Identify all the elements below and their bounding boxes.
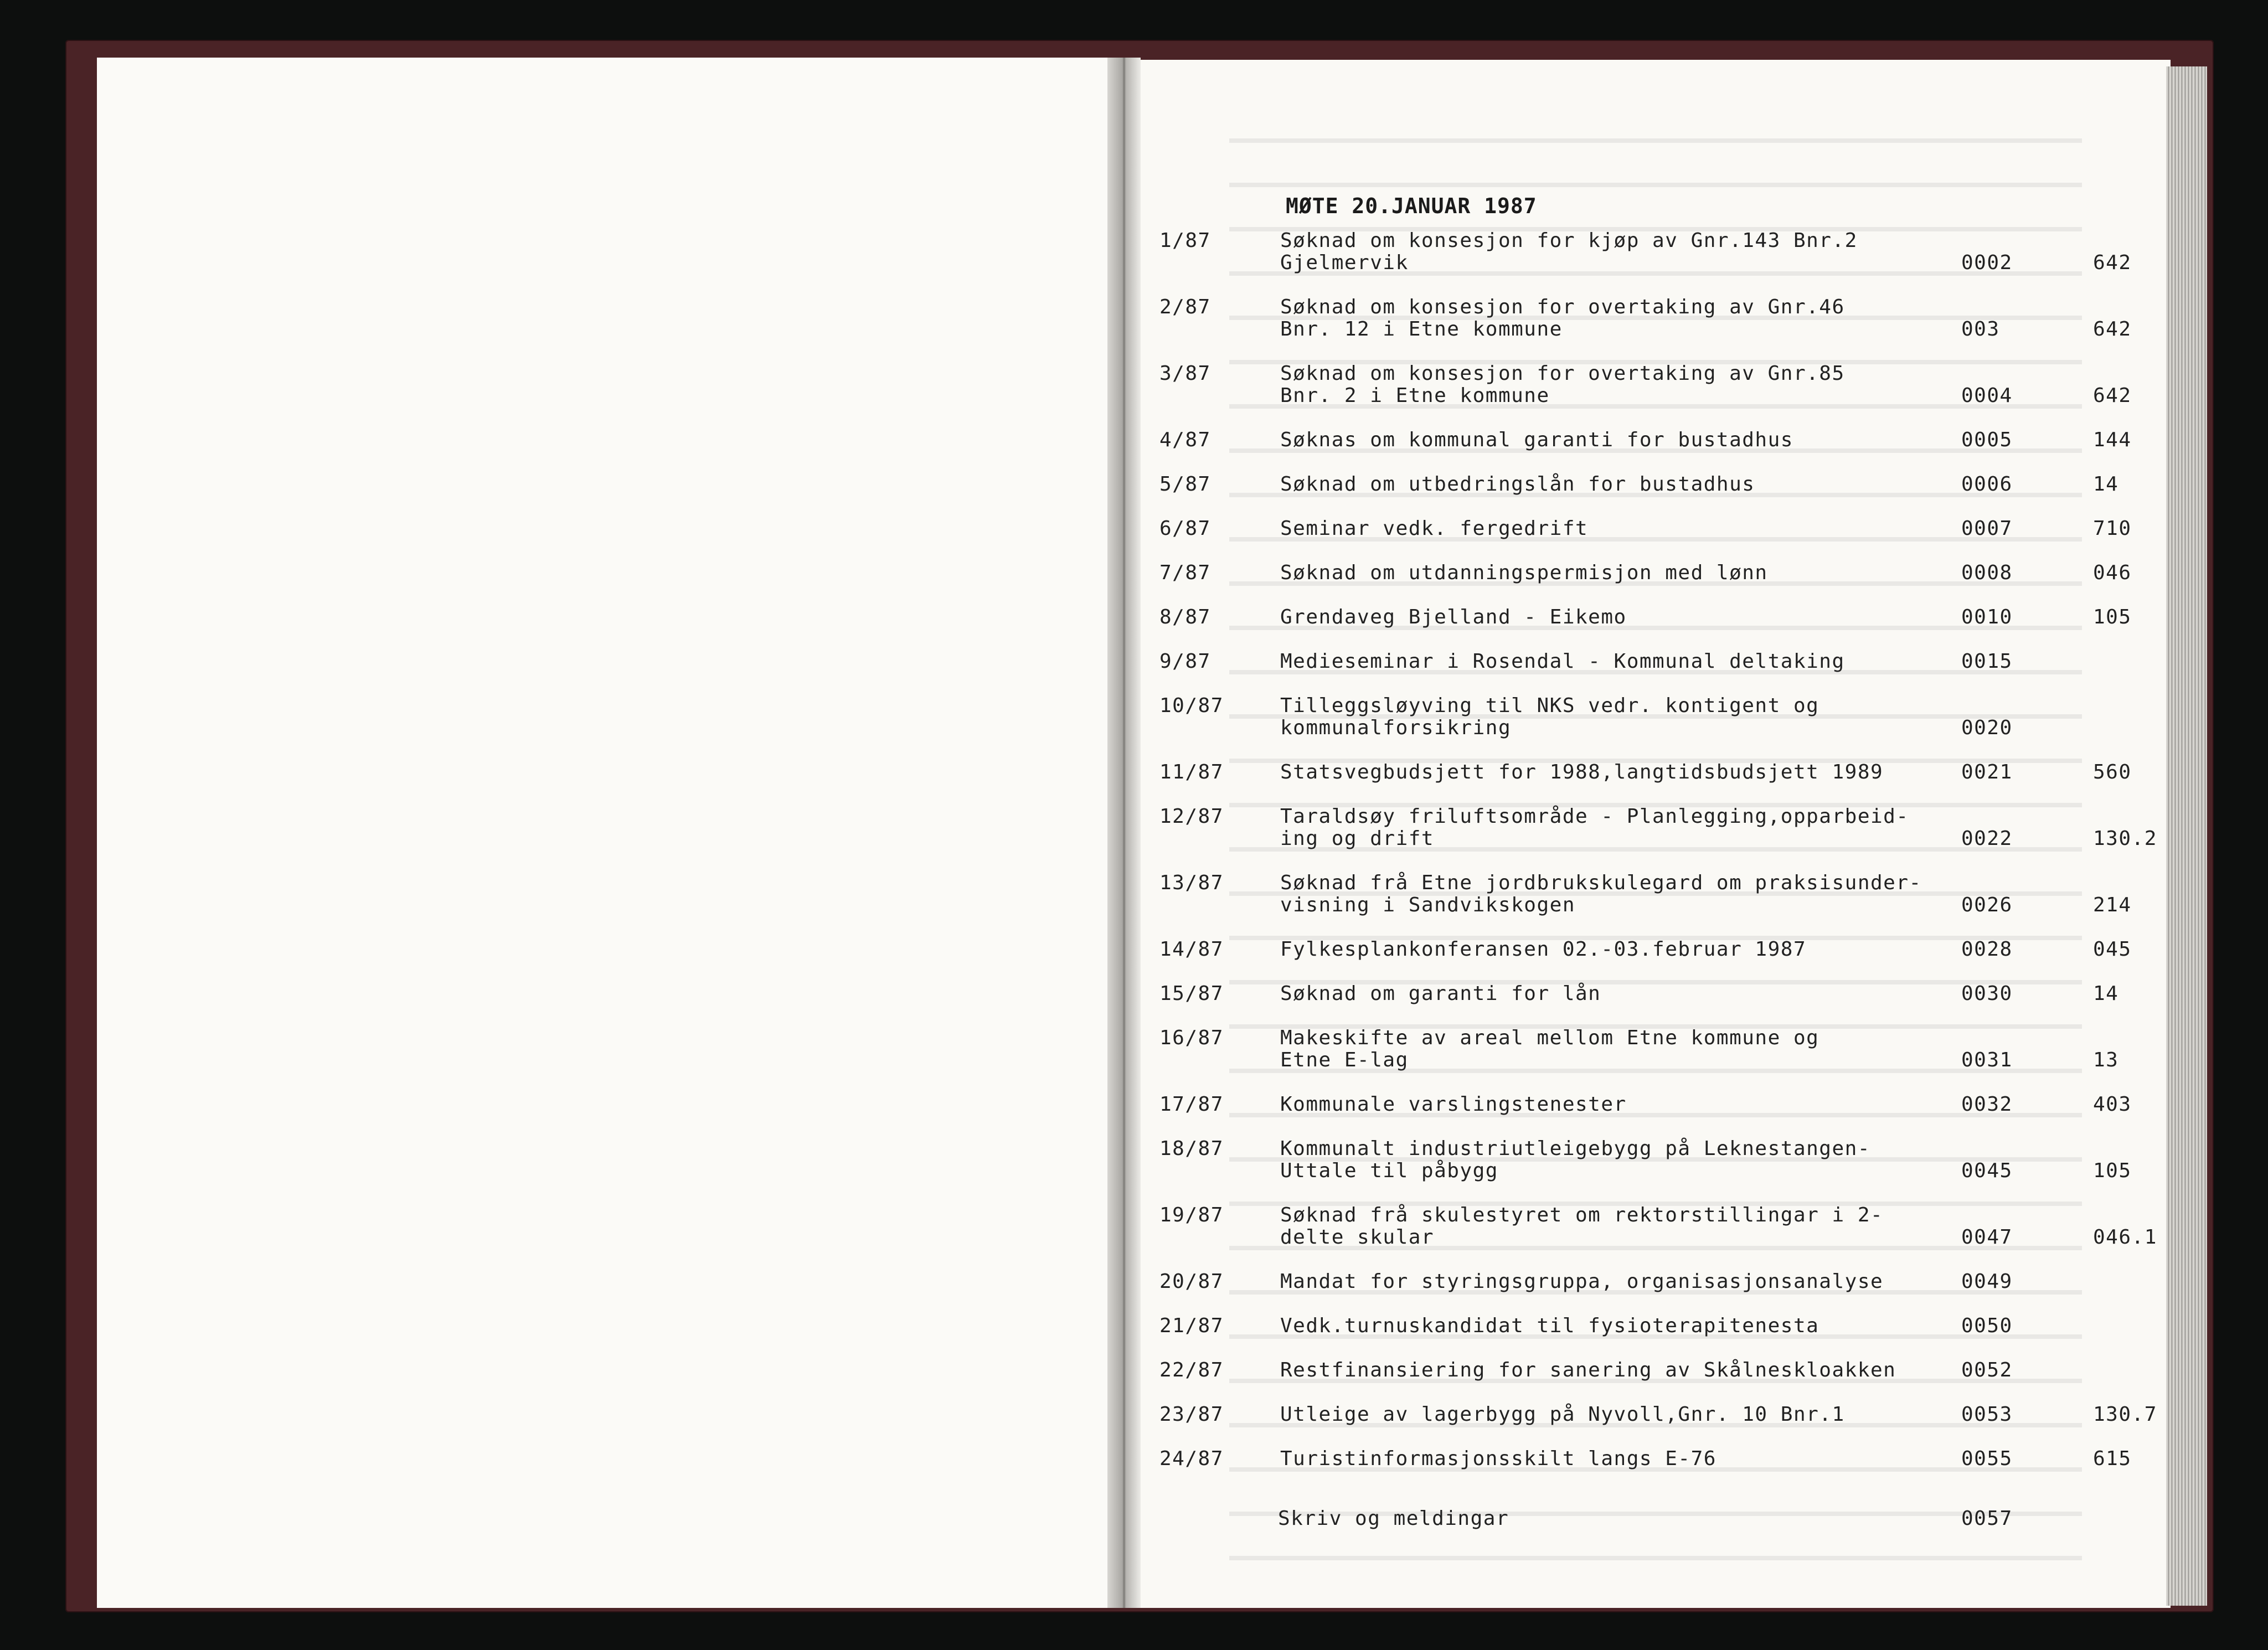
agenda-item	[0, 518, 2268, 562]
archive-ref: 642	[2093, 384, 2132, 407]
meeting-heading: MØTE 20.JANUAR 1987	[1286, 194, 1537, 218]
case-number: 6/87	[1159, 517, 1211, 540]
case-title-line: Kommunale varslingstenester	[1280, 1093, 1627, 1116]
archive-ref: 105	[2093, 606, 2132, 628]
archive-ref: 046.1	[2093, 1226, 2157, 1249]
case-title-line: Etne E-lag	[1280, 1049, 1409, 1071]
case-code: 0022	[1961, 827, 2013, 850]
case-title-line: Uttale til påbygg	[1280, 1159, 1498, 1182]
case-title-line: Grendaveg Bjelland - Eikemo	[1280, 606, 1627, 628]
agenda-item	[0, 1315, 2268, 1359]
case-code: 0031	[1961, 1049, 2013, 1071]
case-title-line: kommunalforsikring	[1280, 716, 1512, 739]
case-code: 0004	[1961, 384, 2013, 407]
archive-ref: 13	[2093, 1049, 2119, 1071]
case-number: 9/87	[1159, 650, 1211, 673]
agenda-item	[0, 1448, 2268, 1492]
case-code: 0021	[1961, 761, 2013, 783]
case-title-line: Taraldsøy friluftsområde - Planlegging,opparbeid-	[1280, 805, 1909, 828]
case-number: 16/87	[1159, 1027, 1224, 1049]
case-title-line: Søknad om utdanningspermisjon med lønn	[1280, 561, 1768, 584]
case-code: 0008	[1961, 561, 2013, 584]
case-title-line: Søknad om garanti for lån	[1280, 982, 1601, 1005]
case-code: 0002	[1961, 251, 2013, 274]
case-number: 22/87	[1159, 1359, 1224, 1381]
case-number: 4/87	[1159, 429, 1211, 451]
case-title-line: Søknad frå skulestyret om rektorstillingar i 2-	[1280, 1204, 1884, 1226]
agenda-item	[0, 872, 2268, 916]
agenda-item	[0, 473, 2268, 518]
agenda-item	[0, 983, 2268, 1027]
archive-ref: 105	[2093, 1159, 2132, 1182]
footer-code: 0057	[1961, 1507, 2013, 1530]
case-number: 20/87	[1159, 1270, 1224, 1293]
case-code: 0020	[1961, 716, 2013, 739]
agenda-item	[0, 651, 2268, 695]
case-title-line: Vedk.turnuskandidat til fysioterapitenesta	[1280, 1314, 1819, 1337]
case-title-line: Søknad frå Etne jordbrukskulegard om praksisunder-	[1280, 872, 1922, 894]
case-title-line: ing og drift	[1280, 827, 1435, 850]
case-title-line: Bnr. 2 i Etne kommune	[1280, 384, 1550, 407]
case-number: 19/87	[1159, 1204, 1224, 1226]
agenda-item	[0, 606, 2268, 651]
agenda-item	[0, 1138, 2268, 1182]
case-code: 0005	[1961, 429, 2013, 451]
archive-ref: 403	[2093, 1093, 2132, 1116]
case-title-line: Statsvegbudsjett for 1988,langtidsbudsjett 1989	[1280, 761, 1884, 783]
case-title-line: Søknad om konsesjon for kjøp av Gnr.143 Bnr.2	[1280, 229, 1858, 252]
case-title-line: Tilleggsløyving til NKS vedr. kontigent og	[1280, 694, 1819, 717]
case-title-line: Turistinformasjonsskilt langs E-76	[1280, 1447, 1717, 1470]
case-code: 0049	[1961, 1270, 2013, 1293]
case-title-line: Gjelmervik	[1280, 251, 1409, 274]
case-code: 0053	[1961, 1403, 2013, 1426]
case-code: 0032	[1961, 1093, 2013, 1116]
case-title-line: Makeskifte av areal mellom Etne kommune og	[1280, 1027, 1819, 1049]
agenda-item	[0, 806, 2268, 850]
archive-ref: 560	[2093, 761, 2132, 783]
case-code: 0052	[1961, 1359, 2013, 1381]
case-number: 23/87	[1159, 1403, 1224, 1426]
case-number: 18/87	[1159, 1137, 1224, 1160]
case-title-line: Søknad om utbedringslån for bustadhus	[1280, 473, 1755, 496]
case-number: 12/87	[1159, 805, 1224, 828]
case-code: 0047	[1961, 1226, 2013, 1249]
archive-ref: 14	[2093, 982, 2119, 1005]
case-title-line: Mandat for styringsgruppa, organisasjonsanalyse	[1280, 1270, 1884, 1293]
case-code: 0045	[1961, 1159, 2013, 1182]
agenda-item	[0, 1204, 2268, 1249]
archive-ref: 046	[2093, 561, 2132, 584]
agenda-item	[0, 1094, 2268, 1138]
case-code: 003	[1961, 318, 2000, 341]
case-number: 24/87	[1159, 1447, 1224, 1470]
archive-ref: 144	[2093, 429, 2132, 451]
archive-ref: 045	[2093, 938, 2132, 961]
agenda-item	[0, 939, 2268, 983]
case-title-line: Bnr. 12 i Etne kommune	[1280, 318, 1563, 341]
case-number: 2/87	[1159, 296, 1211, 318]
case-number: 14/87	[1159, 938, 1224, 961]
case-code: 0010	[1961, 606, 2013, 628]
case-code: 0006	[1961, 473, 2013, 496]
archive-ref: 642	[2093, 251, 2132, 274]
case-code: 0007	[1961, 517, 2013, 540]
case-title-line: Fylkesplankonferansen 02.-03.februar 1987	[1280, 938, 1807, 961]
case-number: 17/87	[1159, 1093, 1224, 1116]
case-number: 1/87	[1159, 229, 1211, 252]
case-title-line: delte skular	[1280, 1226, 1435, 1249]
case-number: 7/87	[1159, 561, 1211, 584]
case-title-line: Søknad om konsesjon for overtaking av Gnr.46	[1280, 296, 1845, 318]
archive-ref: 130.7	[2093, 1403, 2157, 1426]
case-number: 21/87	[1159, 1314, 1224, 1337]
case-title-line: Utleige av lagerbygg på Nyvoll,Gnr. 10 Bnr.1	[1280, 1403, 1845, 1426]
case-title-line: Medieseminar i Rosendal - Kommunal deltaking	[1280, 650, 1845, 673]
agenda-item	[0, 296, 2268, 341]
case-code: 0015	[1961, 650, 2013, 673]
agenda-item	[0, 695, 2268, 739]
case-number: 11/87	[1159, 761, 1224, 783]
case-title-line: Restfinansiering for sanering av Skålneskloakken	[1280, 1359, 1896, 1381]
agenda-item	[0, 429, 2268, 473]
case-number: 13/87	[1159, 872, 1224, 894]
agenda-item	[0, 1404, 2268, 1448]
case-code: 0030	[1961, 982, 2013, 1005]
case-title-line: visning i Sandvikskogen	[1280, 894, 1575, 916]
archive-ref: 130.2	[2093, 827, 2157, 850]
case-number: 15/87	[1159, 982, 1224, 1005]
case-code: 0055	[1961, 1447, 2013, 1470]
archive-ref: 214	[2093, 894, 2132, 916]
case-title-line: Kommunalt industriutleigebygg på Leknestangen-	[1280, 1137, 1870, 1160]
agenda-item	[0, 1271, 2268, 1315]
case-code: 0028	[1961, 938, 2013, 961]
agenda-item	[0, 230, 2268, 274]
case-code: 0050	[1961, 1314, 2013, 1337]
agenda-item	[0, 363, 2268, 407]
archive-ref: 642	[2093, 318, 2132, 341]
archive-ref: 615	[2093, 1447, 2132, 1470]
case-number: 10/87	[1159, 694, 1224, 717]
case-number: 3/87	[1159, 362, 1211, 385]
case-number: 8/87	[1159, 606, 1211, 628]
agenda-item	[0, 1359, 2268, 1404]
case-code: 0026	[1961, 894, 2013, 916]
case-number: 5/87	[1159, 473, 1211, 496]
archive-ref: 710	[2093, 517, 2132, 540]
archive-ref: 14	[2093, 473, 2119, 496]
agenda-item	[0, 761, 2268, 806]
case-title-line: Søknas om kommunal garanti for bustadhus	[1280, 429, 1793, 451]
footer-text: Skriv og meldingar	[1278, 1507, 1509, 1530]
agenda-item	[0, 1027, 2268, 1071]
case-title-line: Seminar vedk. fergedrift	[1280, 517, 1589, 540]
case-title-line: Søknad om konsesjon for overtaking av Gnr.85	[1280, 362, 1845, 385]
agenda-item	[0, 562, 2268, 606]
